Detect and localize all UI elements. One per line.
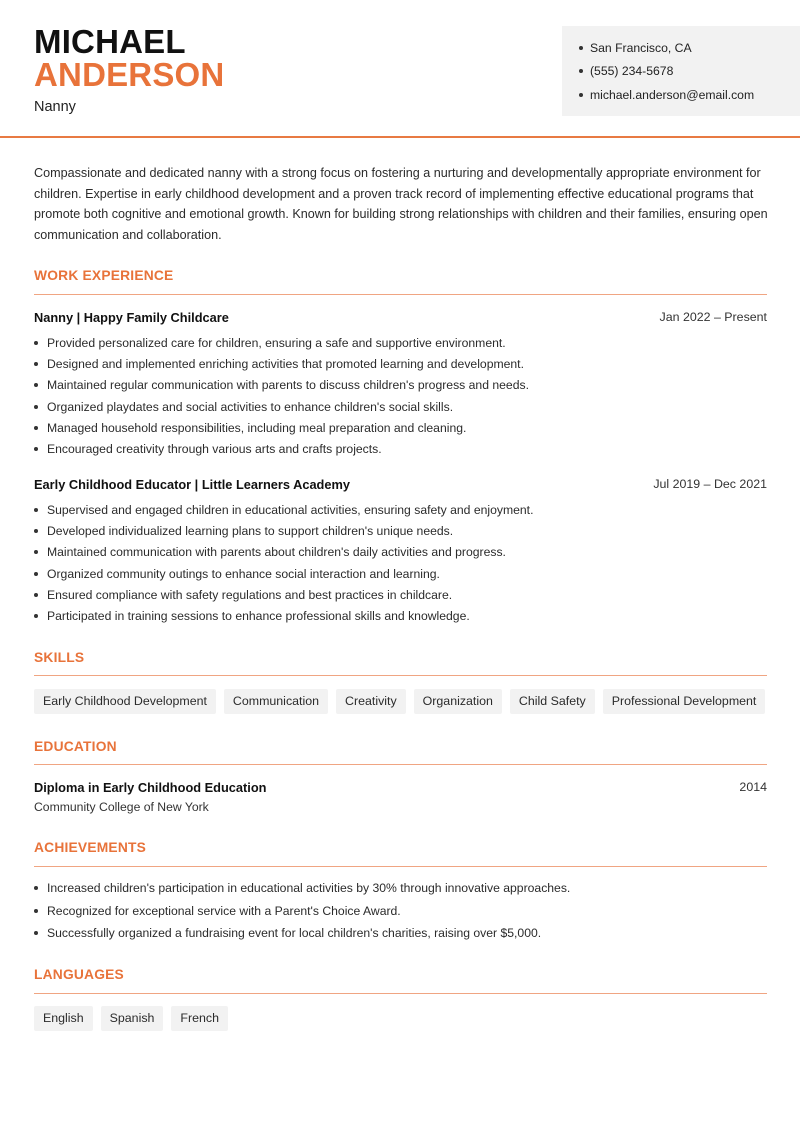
bullet-icon bbox=[34, 572, 38, 576]
list-item bbox=[34, 900, 767, 923]
section-title-skills: SKILLS bbox=[34, 650, 85, 665]
skill-chip: Organization bbox=[414, 689, 502, 714]
list-item-text: Maintained regular communication with parents to discuss children's progress and needs. bbox=[47, 378, 529, 393]
language-chip: French bbox=[171, 1006, 228, 1031]
bullet-icon bbox=[34, 593, 38, 597]
bullet-icon bbox=[34, 614, 38, 618]
skill-chip: Communication bbox=[224, 689, 328, 714]
list-item bbox=[34, 438, 767, 459]
list-item bbox=[34, 417, 767, 438]
list-item bbox=[34, 605, 767, 626]
list-item-text: Increased children's participation in educational activities by 30% through innovative approaches. bbox=[47, 881, 571, 896]
list-item bbox=[34, 563, 767, 584]
list-item-text: Participated in training sessions to enhance professional skills and knowledge. bbox=[47, 609, 470, 624]
job-role: Nanny | Happy Family Childcare bbox=[34, 310, 229, 325]
list-item bbox=[34, 922, 767, 945]
bullet-icon bbox=[34, 362, 38, 366]
bullet-icon bbox=[34, 447, 38, 451]
section-divider bbox=[34, 294, 767, 295]
section-title-languages: LANGUAGES bbox=[34, 967, 124, 982]
list-item bbox=[34, 542, 767, 563]
list-item bbox=[34, 877, 767, 900]
job-role: Early Childhood Educator | Little Learners Academy bbox=[34, 477, 350, 492]
list-item-text: Ensured compliance with safety regulations and best practices in childcare. bbox=[47, 587, 453, 602]
resume-header bbox=[0, 0, 800, 138]
contact-location-text: San Francisco, CA bbox=[590, 40, 692, 55]
job-header bbox=[34, 310, 767, 325]
job-header bbox=[34, 477, 767, 492]
skill-chip: Early Childhood Development bbox=[34, 689, 216, 714]
education-degree: Diploma in Early Childhood Education bbox=[34, 780, 267, 795]
skill-chip: Professional Development bbox=[603, 689, 766, 714]
job-bullets bbox=[34, 499, 767, 627]
contact-phone-text: (555) 234-5678 bbox=[590, 64, 674, 79]
section-title-education: EDUCATION bbox=[34, 739, 117, 754]
job-title: Nanny bbox=[34, 99, 76, 115]
job-dates: Jul 2019 – Dec 2021 bbox=[653, 477, 767, 491]
contact-email-text: michael.anderson@email.com bbox=[590, 87, 755, 102]
skill-chip: Creativity bbox=[336, 689, 406, 714]
list-item-text: Developed individualized learning plans to support children's unique needs. bbox=[47, 523, 454, 538]
section-divider bbox=[34, 675, 767, 676]
list-item-text: Recognized for exceptional service with a Parent's Choice Award. bbox=[47, 903, 401, 918]
bullet-icon bbox=[34, 508, 38, 512]
bullet-icon bbox=[34, 909, 38, 913]
list-item bbox=[34, 375, 767, 396]
education-header bbox=[34, 780, 767, 795]
list-item-text: Maintained communication with parents about children's daily activities and progress. bbox=[47, 545, 506, 560]
list-item bbox=[34, 332, 767, 353]
list-item-text: Designed and implemented enriching activities that promoted learning and development. bbox=[47, 356, 524, 371]
education-year: 2014 bbox=[739, 780, 767, 794]
list-item-text: Organized playdates and social activities to enhance children's social skills. bbox=[47, 399, 454, 414]
bullet-icon bbox=[579, 93, 583, 97]
job-dates: Jan 2022 – Present bbox=[659, 310, 767, 324]
bullet-icon bbox=[579, 46, 583, 50]
bullet-icon bbox=[34, 341, 38, 345]
bullet-icon bbox=[34, 383, 38, 387]
bullet-icon bbox=[34, 931, 38, 935]
section-title-work: WORK EXPERIENCE bbox=[34, 268, 174, 283]
list-item bbox=[34, 499, 767, 520]
section-divider bbox=[34, 764, 767, 765]
last-name: ANDERSON bbox=[34, 56, 225, 93]
first-name: MICHAEL bbox=[34, 23, 186, 60]
section-divider bbox=[34, 993, 767, 994]
list-item bbox=[34, 353, 767, 374]
list-item-text: Managed household responsibilities, including meal preparation and cleaning. bbox=[47, 420, 467, 435]
bullet-icon bbox=[34, 550, 38, 554]
language-chip: English bbox=[34, 1006, 93, 1031]
list-item-text: Organized community outings to enhance social interaction and learning. bbox=[47, 566, 440, 581]
contact-phone bbox=[579, 60, 800, 84]
section-divider bbox=[34, 866, 767, 867]
skills-list bbox=[34, 689, 765, 714]
contact-location bbox=[579, 36, 800, 60]
education-school: Community College of New York bbox=[34, 800, 209, 814]
contact-box bbox=[562, 26, 800, 116]
contact-email bbox=[579, 83, 800, 107]
bullet-icon bbox=[34, 529, 38, 533]
bullet-icon bbox=[579, 69, 583, 73]
list-item-text: Supervised and engaged children in educational activities, ensuring safety and enjoyment. bbox=[47, 502, 534, 517]
list-item bbox=[34, 584, 767, 605]
list-item bbox=[34, 520, 767, 541]
bullet-icon bbox=[34, 426, 38, 430]
list-item-text: Successfully organized a fundraising event for local children's charities, raising over $5,000. bbox=[47, 926, 542, 941]
languages-list bbox=[34, 1006, 228, 1031]
section-title-achievements: ACHIEVEMENTS bbox=[34, 840, 147, 855]
list-item-text: Encouraged creativity through various arts and crafts projects. bbox=[47, 442, 382, 457]
list-item bbox=[34, 396, 767, 417]
skill-chip: Child Safety bbox=[510, 689, 595, 714]
job-bullets bbox=[34, 332, 767, 460]
bullet-icon bbox=[34, 405, 38, 409]
achievement-bullets bbox=[34, 877, 767, 945]
bullet-icon bbox=[34, 886, 38, 890]
language-chip: Spanish bbox=[101, 1006, 164, 1031]
list-item-text: Provided personalized care for children, ensuring a safe and supportive environment. bbox=[47, 335, 506, 350]
summary: Compassionate and dedicated nanny with a strong focus on fostering a nurturing and developmentally appropriate environment for children. Expertise in early childhood development and a proven track record of implementing effective educational programs that promote both cognitive and emotional growth. Known for building strong relationships with children and their families, ensuring open communication and collaboration. bbox=[34, 166, 768, 242]
